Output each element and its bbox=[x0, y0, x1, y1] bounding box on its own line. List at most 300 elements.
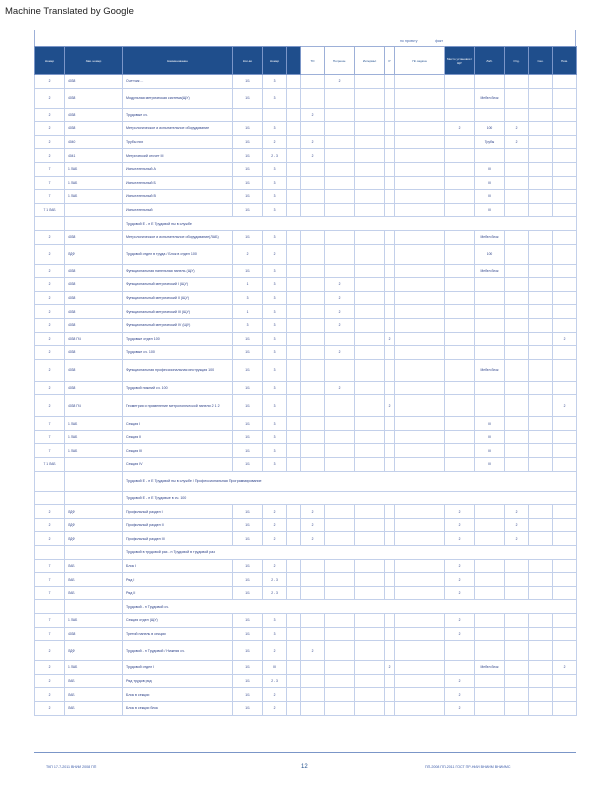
table-cell bbox=[385, 244, 395, 264]
table-row bbox=[35, 264, 577, 278]
table-cell bbox=[445, 430, 475, 444]
table-cell bbox=[395, 417, 445, 431]
table-cell: 2 bbox=[301, 505, 325, 519]
table-cell: 3 bbox=[263, 230, 287, 244]
table-cell: 3 bbox=[263, 458, 287, 472]
table-row bbox=[35, 88, 577, 108]
table-cell bbox=[475, 701, 505, 715]
table-cell bbox=[475, 75, 505, 89]
table-cell bbox=[325, 135, 355, 149]
table-cell bbox=[301, 559, 325, 573]
table-cell: 2 bbox=[445, 688, 475, 702]
table-cell: 1/1 bbox=[233, 203, 263, 217]
table-cell bbox=[529, 417, 553, 431]
table-cell: 3 bbox=[263, 346, 287, 360]
table-cell bbox=[395, 381, 445, 395]
table-cell: 1/1 bbox=[233, 518, 263, 532]
table-cell bbox=[445, 381, 475, 395]
table-cell bbox=[287, 122, 301, 136]
table-cell bbox=[287, 135, 301, 149]
table-cell: 1 ЛАБ bbox=[65, 162, 123, 176]
table-cell bbox=[35, 217, 65, 231]
table-cell: ЛДФ bbox=[65, 532, 123, 546]
item-description: Профильный раздел III bbox=[123, 532, 233, 546]
table-cell bbox=[505, 230, 529, 244]
table-cell bbox=[287, 701, 301, 715]
table-cell bbox=[355, 359, 385, 381]
table-cell: 3 bbox=[263, 381, 287, 395]
table-cell bbox=[529, 203, 553, 217]
table-cell bbox=[395, 627, 445, 641]
table-row bbox=[35, 674, 577, 688]
table-cell: 2 bbox=[35, 122, 65, 136]
table-cell bbox=[325, 108, 355, 122]
table-cell bbox=[529, 88, 553, 108]
table-cell bbox=[395, 559, 445, 573]
table-row bbox=[35, 444, 577, 458]
table-cell bbox=[505, 75, 529, 89]
table-cell: 7 1 ЛАБ bbox=[35, 203, 65, 217]
table-cell bbox=[505, 395, 529, 417]
table-cell bbox=[445, 417, 475, 431]
table-cell bbox=[395, 190, 445, 204]
table-cell bbox=[553, 505, 577, 519]
table-cell bbox=[529, 278, 553, 292]
table-row bbox=[35, 122, 577, 136]
table-cell: 1/1 bbox=[233, 505, 263, 519]
table-cell: 1/1 bbox=[233, 75, 263, 89]
table-cell bbox=[505, 458, 529, 472]
header-cell bbox=[287, 47, 301, 75]
table-cell bbox=[395, 674, 445, 688]
table-row bbox=[35, 559, 577, 573]
table-cell bbox=[445, 305, 475, 319]
table-cell bbox=[355, 291, 385, 305]
table-cell bbox=[355, 176, 385, 190]
table-cell: 2 bbox=[35, 346, 65, 360]
table-cell: 2 bbox=[445, 701, 475, 715]
table-cell bbox=[505, 688, 529, 702]
table-cell bbox=[355, 108, 385, 122]
table-cell: 1/1 bbox=[233, 430, 263, 444]
table-cell bbox=[529, 688, 553, 702]
table-cell: 1/1 bbox=[233, 532, 263, 546]
table-cell bbox=[445, 346, 475, 360]
table-cell bbox=[355, 395, 385, 417]
table-cell: 1/1 bbox=[233, 701, 263, 715]
table-cell bbox=[475, 291, 505, 305]
table-cell: 2 bbox=[445, 586, 475, 600]
table-cell bbox=[325, 230, 355, 244]
table-cell bbox=[553, 444, 577, 458]
table-cell bbox=[385, 278, 395, 292]
table-cell: 7 bbox=[35, 176, 65, 190]
table-cell bbox=[325, 332, 355, 346]
item-description: Трудовые сч. 100 bbox=[123, 346, 233, 360]
table-cell: 3 bbox=[263, 75, 287, 89]
table-cell: 1/1 bbox=[233, 230, 263, 244]
table-cell bbox=[505, 573, 529, 587]
table-cell bbox=[553, 701, 577, 715]
table-cell: 2 bbox=[35, 305, 65, 319]
table-cell: 2 - 3 bbox=[263, 586, 287, 600]
table-cell: 2 bbox=[505, 135, 529, 149]
table-cell: 2 bbox=[325, 305, 355, 319]
table-cell bbox=[325, 417, 355, 431]
document-sheet bbox=[34, 30, 576, 716]
table-row bbox=[35, 458, 577, 472]
table-cell bbox=[355, 122, 385, 136]
table-cell: 2 bbox=[263, 532, 287, 546]
table-cell: 2 bbox=[263, 688, 287, 702]
table-row bbox=[35, 75, 577, 89]
table-cell: 1/1 bbox=[233, 190, 263, 204]
table-cell bbox=[287, 674, 301, 688]
table-cell bbox=[301, 458, 325, 472]
table-cell: 3 bbox=[263, 122, 287, 136]
table-cell bbox=[529, 701, 553, 715]
table-cell bbox=[395, 688, 445, 702]
table-cell bbox=[385, 458, 395, 472]
table-cell bbox=[287, 688, 301, 702]
table-cell bbox=[65, 600, 123, 614]
table-row bbox=[35, 614, 577, 628]
table-cell bbox=[385, 417, 395, 431]
header-cell: ТО bbox=[301, 47, 325, 75]
table-cell bbox=[529, 264, 553, 278]
table-cell bbox=[385, 75, 395, 89]
table-cell bbox=[35, 546, 65, 560]
table-cell bbox=[505, 661, 529, 675]
table-cell bbox=[395, 230, 445, 244]
table-cell bbox=[301, 614, 325, 628]
table-cell: 1/1 bbox=[233, 573, 263, 587]
table-cell: 2 bbox=[445, 532, 475, 546]
table-cell bbox=[325, 661, 355, 675]
table-row bbox=[35, 430, 577, 444]
table-cell bbox=[395, 586, 445, 600]
table-cell: 2 bbox=[325, 346, 355, 360]
table-cell bbox=[355, 701, 385, 715]
table-cell: 2 bbox=[445, 505, 475, 519]
item-description: Испытательный А bbox=[123, 162, 233, 176]
table-cell bbox=[395, 430, 445, 444]
table-cell: 2 - 3 bbox=[263, 149, 287, 163]
item-description: Секция II bbox=[123, 430, 233, 444]
table-cell bbox=[553, 346, 577, 360]
table-row bbox=[35, 417, 577, 431]
table-cell bbox=[355, 661, 385, 675]
table-cell: 2 bbox=[35, 88, 65, 108]
table-cell: 2 bbox=[263, 559, 287, 573]
section-row bbox=[35, 600, 577, 614]
table-cell: 1/1 bbox=[233, 122, 263, 136]
table-cell: 2 bbox=[385, 332, 395, 346]
table-cell bbox=[385, 505, 395, 519]
table-cell bbox=[475, 559, 505, 573]
table-cell: III bbox=[475, 417, 505, 431]
table-row bbox=[35, 641, 577, 661]
item-description: Счетчик ... bbox=[123, 75, 233, 89]
table-cell bbox=[395, 264, 445, 278]
table-cell bbox=[287, 532, 301, 546]
table-cell: 2 bbox=[35, 244, 65, 264]
table-cell bbox=[395, 444, 445, 458]
table-cell: 1/1 bbox=[233, 444, 263, 458]
table-cell: 1 ЛАБ bbox=[65, 430, 123, 444]
table-cell bbox=[529, 505, 553, 519]
table-cell: 2 bbox=[35, 661, 65, 675]
footer-right: ПП-2008 ПП-2011 ГОСТ ПР-НИИ ВНИИМ ВНИИМС bbox=[425, 765, 511, 769]
table-cell bbox=[355, 505, 385, 519]
table-cell bbox=[301, 122, 325, 136]
table-cell bbox=[325, 88, 355, 108]
table-cell bbox=[287, 108, 301, 122]
table-cell bbox=[475, 346, 505, 360]
table-cell bbox=[325, 264, 355, 278]
table-cell: 3 bbox=[263, 264, 287, 278]
table-cell bbox=[529, 586, 553, 600]
table-cell: 1/1 bbox=[233, 162, 263, 176]
item-description: Третий панель в секции bbox=[123, 627, 233, 641]
table-cell bbox=[529, 176, 553, 190]
table-cell bbox=[287, 641, 301, 661]
table-cell: 2 bbox=[445, 573, 475, 587]
table-cell bbox=[505, 701, 529, 715]
table-cell bbox=[287, 586, 301, 600]
table-row bbox=[35, 278, 577, 292]
table-cell bbox=[475, 532, 505, 546]
table-cell: 4038 bbox=[65, 278, 123, 292]
table-cell bbox=[301, 305, 325, 319]
table-cell: 2 bbox=[445, 627, 475, 641]
table-cell bbox=[553, 305, 577, 319]
table-cell bbox=[287, 318, 301, 332]
page-number: 12 bbox=[301, 764, 308, 770]
table-cell bbox=[301, 162, 325, 176]
table-cell bbox=[445, 641, 475, 661]
table-cell bbox=[395, 458, 445, 472]
table-cell bbox=[301, 291, 325, 305]
table-cell bbox=[475, 381, 505, 395]
table-cell bbox=[385, 176, 395, 190]
table-cell: 3 bbox=[263, 359, 287, 381]
table-cell bbox=[395, 162, 445, 176]
table-cell bbox=[287, 395, 301, 417]
table-cell bbox=[553, 230, 577, 244]
table-cell bbox=[505, 641, 529, 661]
table-cell bbox=[529, 381, 553, 395]
table-cell: 1 ЛАБ bbox=[65, 417, 123, 431]
table-cell bbox=[355, 332, 385, 346]
table-cell: ЛДФ bbox=[65, 641, 123, 661]
table-cell bbox=[301, 176, 325, 190]
table-cell: 2 bbox=[325, 318, 355, 332]
table-cell bbox=[529, 359, 553, 381]
table-cell bbox=[505, 190, 529, 204]
header-row bbox=[35, 47, 577, 75]
table-cell bbox=[287, 305, 301, 319]
table-cell bbox=[355, 458, 385, 472]
table-cell bbox=[301, 346, 325, 360]
table-cell: Мебел.блок bbox=[475, 230, 505, 244]
table-cell bbox=[445, 244, 475, 264]
table-cell bbox=[325, 162, 355, 176]
table-cell: 2 bbox=[35, 518, 65, 532]
table-cell bbox=[529, 518, 553, 532]
table-cell bbox=[301, 332, 325, 346]
table-cell bbox=[445, 661, 475, 675]
table-cell bbox=[553, 674, 577, 688]
header-cell: Интервал bbox=[355, 47, 385, 75]
table-cell bbox=[553, 586, 577, 600]
table-cell: ЛДФ bbox=[65, 518, 123, 532]
table-cell: 1/1 bbox=[233, 88, 263, 108]
table-cell bbox=[505, 203, 529, 217]
table-cell: 2 bbox=[385, 661, 395, 675]
section-row bbox=[35, 491, 577, 505]
table-row bbox=[35, 573, 577, 587]
table-cell: Мебел.блок bbox=[475, 264, 505, 278]
table-cell bbox=[395, 505, 445, 519]
table-cell bbox=[553, 688, 577, 702]
table-cell bbox=[505, 108, 529, 122]
table-cell bbox=[529, 318, 553, 332]
table-cell bbox=[35, 491, 65, 505]
table-cell bbox=[301, 318, 325, 332]
table-cell bbox=[445, 318, 475, 332]
table-cell bbox=[529, 674, 553, 688]
table-cell: 2 bbox=[445, 122, 475, 136]
header-cell: Кол-во bbox=[233, 47, 263, 75]
table-cell bbox=[529, 190, 553, 204]
table-cell: 4038 bbox=[65, 627, 123, 641]
table-cell: 2 bbox=[35, 395, 65, 417]
table-cell bbox=[475, 518, 505, 532]
machine-translated-banner: Machine Translated by Google bbox=[5, 6, 134, 17]
table-cell: 2 - 3 bbox=[263, 674, 287, 688]
header-cell: Место установки / ЩУ bbox=[445, 47, 475, 75]
table-cell: 2 bbox=[35, 264, 65, 278]
table-cell bbox=[553, 458, 577, 472]
table-cell bbox=[385, 701, 395, 715]
table-cell: 1 ЛАБ bbox=[65, 614, 123, 628]
table-cell bbox=[445, 444, 475, 458]
table-cell bbox=[287, 346, 301, 360]
table-cell bbox=[553, 135, 577, 149]
table-cell bbox=[505, 559, 529, 573]
table-cell: 100 bbox=[475, 244, 505, 264]
table-cell bbox=[385, 518, 395, 532]
table-cell: 2 bbox=[263, 244, 287, 264]
table-cell bbox=[385, 641, 395, 661]
table-cell: 3 bbox=[263, 190, 287, 204]
table-cell bbox=[553, 108, 577, 122]
table-cell bbox=[287, 190, 301, 204]
table-cell bbox=[553, 75, 577, 89]
table-cell bbox=[395, 332, 445, 346]
item-description: Испытательный В bbox=[123, 190, 233, 204]
table-cell bbox=[301, 688, 325, 702]
table-cell bbox=[445, 203, 475, 217]
table-row bbox=[35, 346, 577, 360]
footer-rule bbox=[34, 752, 576, 753]
table-row bbox=[35, 505, 577, 519]
table-cell: 2 bbox=[35, 688, 65, 702]
table-cell: 2 bbox=[325, 381, 355, 395]
table-cell bbox=[355, 614, 385, 628]
table-cell bbox=[553, 190, 577, 204]
table-cell: 2 bbox=[301, 518, 325, 532]
table-cell: 2 bbox=[445, 614, 475, 628]
table-cell bbox=[475, 395, 505, 417]
table-cell: III bbox=[475, 190, 505, 204]
table-cell bbox=[287, 627, 301, 641]
table-cell bbox=[301, 230, 325, 244]
table-cell bbox=[385, 122, 395, 136]
table-cell bbox=[529, 244, 553, 264]
table-cell bbox=[355, 417, 385, 431]
table-cell bbox=[505, 381, 529, 395]
item-description: Геометрия и применение метрологической панели 2 1 2 bbox=[123, 395, 233, 417]
table-cell: 1/1 bbox=[233, 264, 263, 278]
table-cell: 1/1 bbox=[233, 559, 263, 573]
table-cell bbox=[529, 573, 553, 587]
table-cell bbox=[355, 518, 385, 532]
table-cell bbox=[355, 573, 385, 587]
table-row bbox=[35, 395, 577, 417]
table-cell bbox=[505, 430, 529, 444]
table-cell: 1/1 bbox=[233, 359, 263, 381]
table-cell bbox=[529, 627, 553, 641]
table-cell bbox=[553, 430, 577, 444]
table-cell bbox=[385, 305, 395, 319]
section-row bbox=[35, 546, 577, 560]
table-cell bbox=[355, 244, 385, 264]
table-cell bbox=[505, 627, 529, 641]
table-cell bbox=[355, 444, 385, 458]
table-cell bbox=[529, 532, 553, 546]
table-cell: 4041 bbox=[65, 149, 123, 163]
table-cell: 2 bbox=[35, 230, 65, 244]
table-cell bbox=[385, 318, 395, 332]
table-cell bbox=[395, 75, 445, 89]
table-cell bbox=[505, 162, 529, 176]
table-cell bbox=[553, 417, 577, 431]
table-cell: ЛАБ bbox=[65, 586, 123, 600]
table-cell: 4038 bbox=[65, 264, 123, 278]
table-cell bbox=[445, 278, 475, 292]
table-cell: 7 bbox=[35, 627, 65, 641]
table-cell: 1/1 bbox=[233, 688, 263, 702]
header-cell: Погрешн. bbox=[325, 47, 355, 75]
table-row bbox=[35, 244, 577, 264]
table-cell bbox=[325, 430, 355, 444]
table-cell bbox=[395, 122, 445, 136]
table-cell bbox=[355, 674, 385, 688]
table-cell bbox=[325, 614, 355, 628]
table-cell bbox=[355, 688, 385, 702]
table-row bbox=[35, 518, 577, 532]
table-cell bbox=[287, 176, 301, 190]
table-cell bbox=[355, 75, 385, 89]
table-cell: 2 bbox=[385, 395, 395, 417]
table-cell: 1/1 bbox=[233, 149, 263, 163]
section-row bbox=[35, 471, 577, 491]
table-cell: 3 bbox=[263, 176, 287, 190]
header-cell: Наименование bbox=[123, 47, 233, 75]
header-cell: Номер bbox=[263, 47, 287, 75]
